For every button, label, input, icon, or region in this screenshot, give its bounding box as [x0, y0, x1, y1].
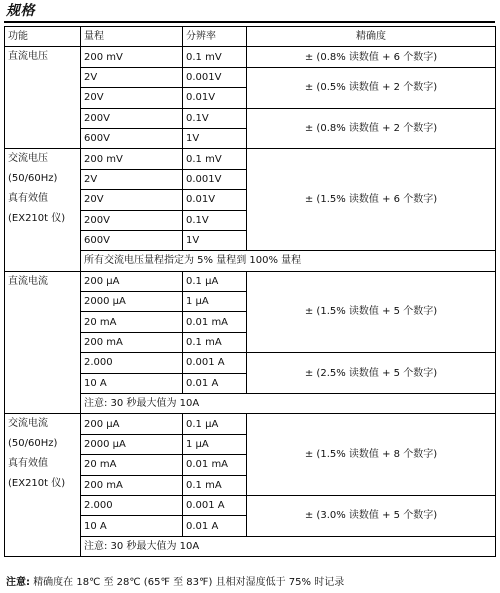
- range-cell: 2000 µA: [81, 292, 183, 312]
- footer-label: 注意:: [6, 577, 30, 588]
- table-row: [5, 271, 496, 291]
- function-label: (50/60Hz): [8, 173, 58, 185]
- range-cell: 600V: [81, 230, 183, 250]
- range-cell: 2.000: [81, 353, 183, 373]
- header-range: 量程: [81, 27, 183, 47]
- function-cell: [5, 414, 81, 557]
- note-cell: 注意: 30 秒最大值为 10A: [81, 536, 496, 556]
- range-cell: 20 mA: [81, 312, 183, 332]
- spec-table: [4, 26, 496, 557]
- header-resolution: 分辨率: [183, 27, 247, 47]
- resolution-cell: 0.01V: [183, 88, 247, 108]
- note-cell: 所有交流电压量程指定为 5% 量程到 100% 量程: [81, 251, 496, 271]
- resolution-cell: 1V: [183, 230, 247, 250]
- resolution-cell: 0.1 mA: [183, 475, 247, 495]
- function-label: 直流电流: [8, 275, 48, 287]
- resolution-cell: 0.01 A: [183, 516, 247, 536]
- header-row: [5, 27, 496, 47]
- range-cell: 10 A: [81, 516, 183, 536]
- range-cell: 2000 µA: [81, 434, 183, 454]
- page-title: 规格: [6, 3, 35, 19]
- resolution-cell: 0.01V: [183, 190, 247, 210]
- resolution-cell: 0.1 mV: [183, 149, 247, 169]
- range-cell: 200V: [81, 210, 183, 230]
- function-label: (EX210t 仪): [8, 213, 66, 225]
- range-cell: 200 mA: [81, 475, 183, 495]
- function-label: 交流电流: [8, 418, 48, 430]
- resolution-cell: 1V: [183, 128, 247, 148]
- resolution-cell: 0.001V: [183, 169, 247, 189]
- function-cell: [5, 271, 81, 414]
- function-label: 真有效值: [8, 458, 48, 470]
- range-cell: 200V: [81, 108, 183, 128]
- range-cell: 200 mA: [81, 332, 183, 352]
- header-accuracy: 精确度: [247, 27, 496, 47]
- resolution-cell: 0.1 µA: [183, 271, 247, 291]
- footer-note: [6, 573, 344, 588]
- range-cell: 600V: [81, 128, 183, 148]
- resolution-cell: 0.001 A: [183, 495, 247, 515]
- accuracy-cell: ± (0.5% 读数值 + 2 个数字): [247, 67, 496, 108]
- accuracy-cell: ± (2.5% 读数值 + 5 个数字): [247, 353, 496, 394]
- resolution-cell: 0.001 A: [183, 353, 247, 373]
- range-cell: 2V: [81, 67, 183, 87]
- resolution-cell: 0.01 A: [183, 373, 247, 393]
- table-row: [5, 414, 496, 434]
- resolution-cell: 0.001V: [183, 67, 247, 87]
- accuracy-cell: ± (1.5% 读数值 + 8 个数字): [247, 414, 496, 496]
- accuracy-cell: ± (3.0% 读数值 + 5 个数字): [247, 495, 496, 536]
- range-cell: 20V: [81, 190, 183, 210]
- resolution-cell: 0.1V: [183, 210, 247, 230]
- title-rule: [4, 21, 495, 23]
- accuracy-cell: ± (1.5% 读数值 + 5 个数字): [247, 271, 496, 353]
- resolution-cell: 0.01 mA: [183, 312, 247, 332]
- header-function: 功能: [5, 27, 81, 47]
- function-cell: [5, 47, 81, 149]
- range-cell: 2.000: [81, 495, 183, 515]
- footer-text: 精确度在 18℃ 至 28℃ (65℉ 至 83℉) 且相对湿度低于 75% 时记录: [33, 577, 345, 588]
- resolution-cell: 0.1 mA: [183, 332, 247, 352]
- accuracy-cell: ± (1.5% 读数值 + 6 个数字): [247, 149, 496, 251]
- function-label: (EX210t 仪): [8, 478, 66, 490]
- function-label: 交流电压: [8, 153, 48, 165]
- function-label: (50/60Hz): [8, 438, 58, 450]
- function-label: 直流电压: [8, 51, 48, 63]
- table-row: [5, 149, 496, 169]
- resolution-cell: 1 µA: [183, 292, 247, 312]
- resolution-cell: 0.01 mA: [183, 455, 247, 475]
- range-cell: 200 µA: [81, 271, 183, 291]
- range-cell: 10 A: [81, 373, 183, 393]
- range-cell: 20V: [81, 88, 183, 108]
- range-cell: 200 mV: [81, 47, 183, 67]
- resolution-cell: 1 µA: [183, 434, 247, 454]
- range-cell: 200 µA: [81, 414, 183, 434]
- accuracy-cell: ± (0.8% 读数值 + 6 个数字): [247, 47, 496, 67]
- accuracy-cell: ± (0.8% 读数值 + 2 个数字): [247, 108, 496, 149]
- resolution-cell: 0.1V: [183, 108, 247, 128]
- range-cell: 2V: [81, 169, 183, 189]
- resolution-cell: 0.1 mV: [183, 47, 247, 67]
- function-label: 真有效值: [8, 193, 48, 205]
- range-cell: 200 mV: [81, 149, 183, 169]
- range-cell: 20 mA: [81, 455, 183, 475]
- table-row: [5, 47, 496, 67]
- note-cell: 注意: 30 秒最大值为 10A: [81, 394, 496, 414]
- resolution-cell: 0.1 µA: [183, 414, 247, 434]
- function-cell: [5, 149, 81, 271]
